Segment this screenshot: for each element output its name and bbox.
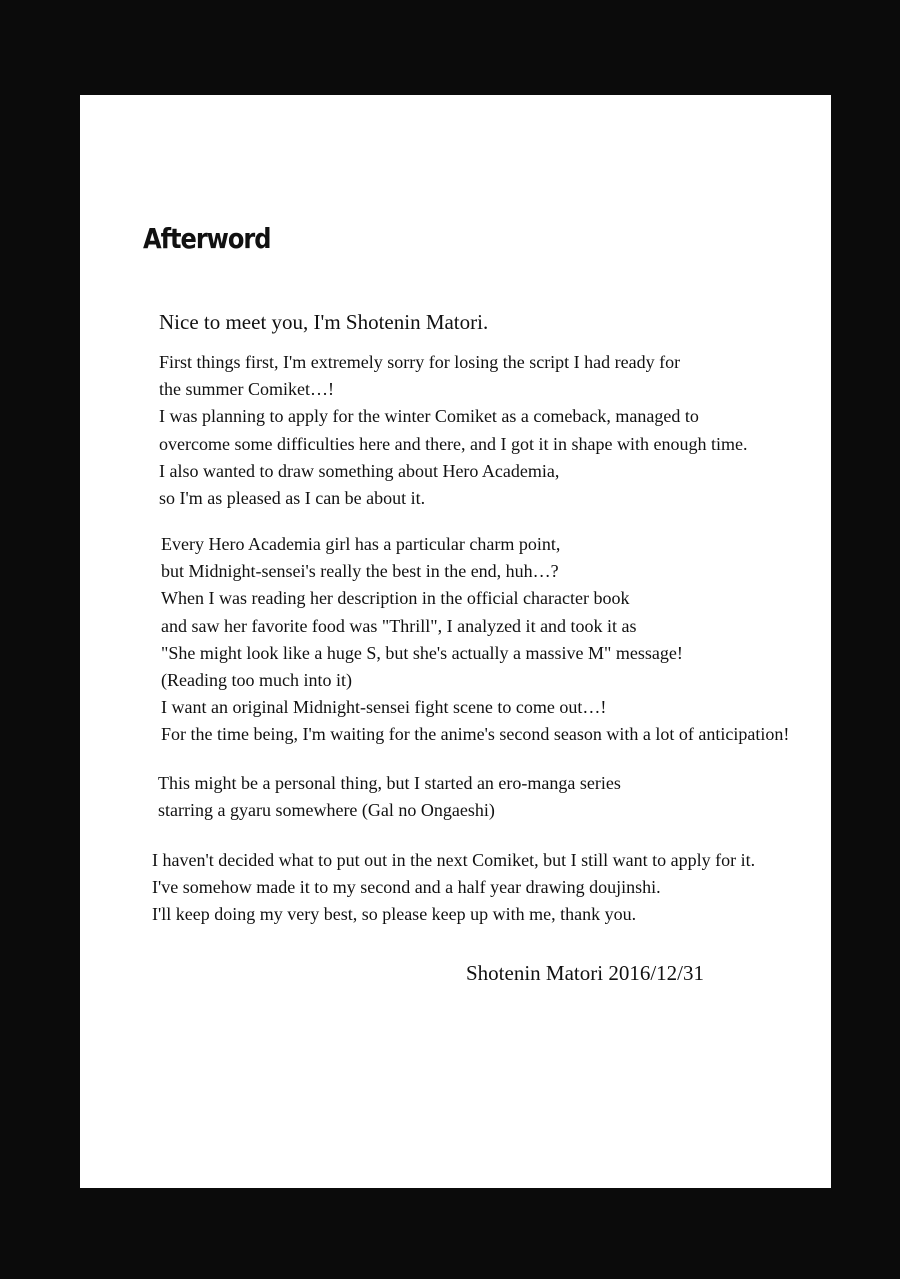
text-line: so I'm as pleased as I can be about it. xyxy=(159,488,426,509)
paragraph-apology xyxy=(159,349,748,512)
text-line: First things first, I'm extremely sorry for losing the script I had ready for xyxy=(159,352,681,372)
text-line: For the time being, I'm waiting for the anime's second season with a lot of anticipation! xyxy=(161,724,790,745)
text-line: (Reading too much into it) xyxy=(161,670,352,691)
text-line: I'll keep doing my very best, so please keep up with me, thank you. xyxy=(152,904,637,925)
text-line: starring a gyaru somewhere (Gal no Ongaeshi) xyxy=(158,800,495,821)
text-line: When I was reading her description in the official character book xyxy=(161,588,630,609)
text-line: the summer Comiket…! xyxy=(159,379,334,400)
paragraph-midnight xyxy=(161,531,789,749)
text-line: and saw her favorite food was "Thrill", I analyzed it and took it as xyxy=(161,615,637,636)
greeting-line: Nice to meet you, I'm Shotenin Matori. xyxy=(159,310,489,334)
text-line: but Midnight-sensei's really the best in the end, huh…? xyxy=(161,561,559,582)
text-line: I was planning to apply for the winter Comiket as a comeback, managed to xyxy=(159,406,699,427)
paragraph-closing xyxy=(152,847,755,929)
text-line: This might be a personal thing, but I started an ero-manga series xyxy=(158,773,621,793)
text-line: I haven't decided what to put out in the next Comiket, but I still want to apply for it. xyxy=(152,850,756,870)
page-title: Afterword xyxy=(143,222,271,255)
text-line: overcome some difficulties here and there, and I got it in shape with enough time. xyxy=(159,433,748,454)
text-line: Every Hero Academia girl has a particular charm point, xyxy=(161,534,561,554)
signature: Shotenin Matori 2016/12/31 xyxy=(466,961,704,985)
text-line: I've somehow made it to my second and a half year drawing doujinshi. xyxy=(152,877,661,898)
text-line: I also wanted to draw something about Hero Academia, xyxy=(159,460,560,481)
text-line: I want an original Midnight-sensei fight scene to come out…! xyxy=(161,697,607,718)
text-line: "She might look like a huge S, but she's actually a massive M" message! xyxy=(161,642,683,663)
paragraph-series xyxy=(158,770,621,824)
